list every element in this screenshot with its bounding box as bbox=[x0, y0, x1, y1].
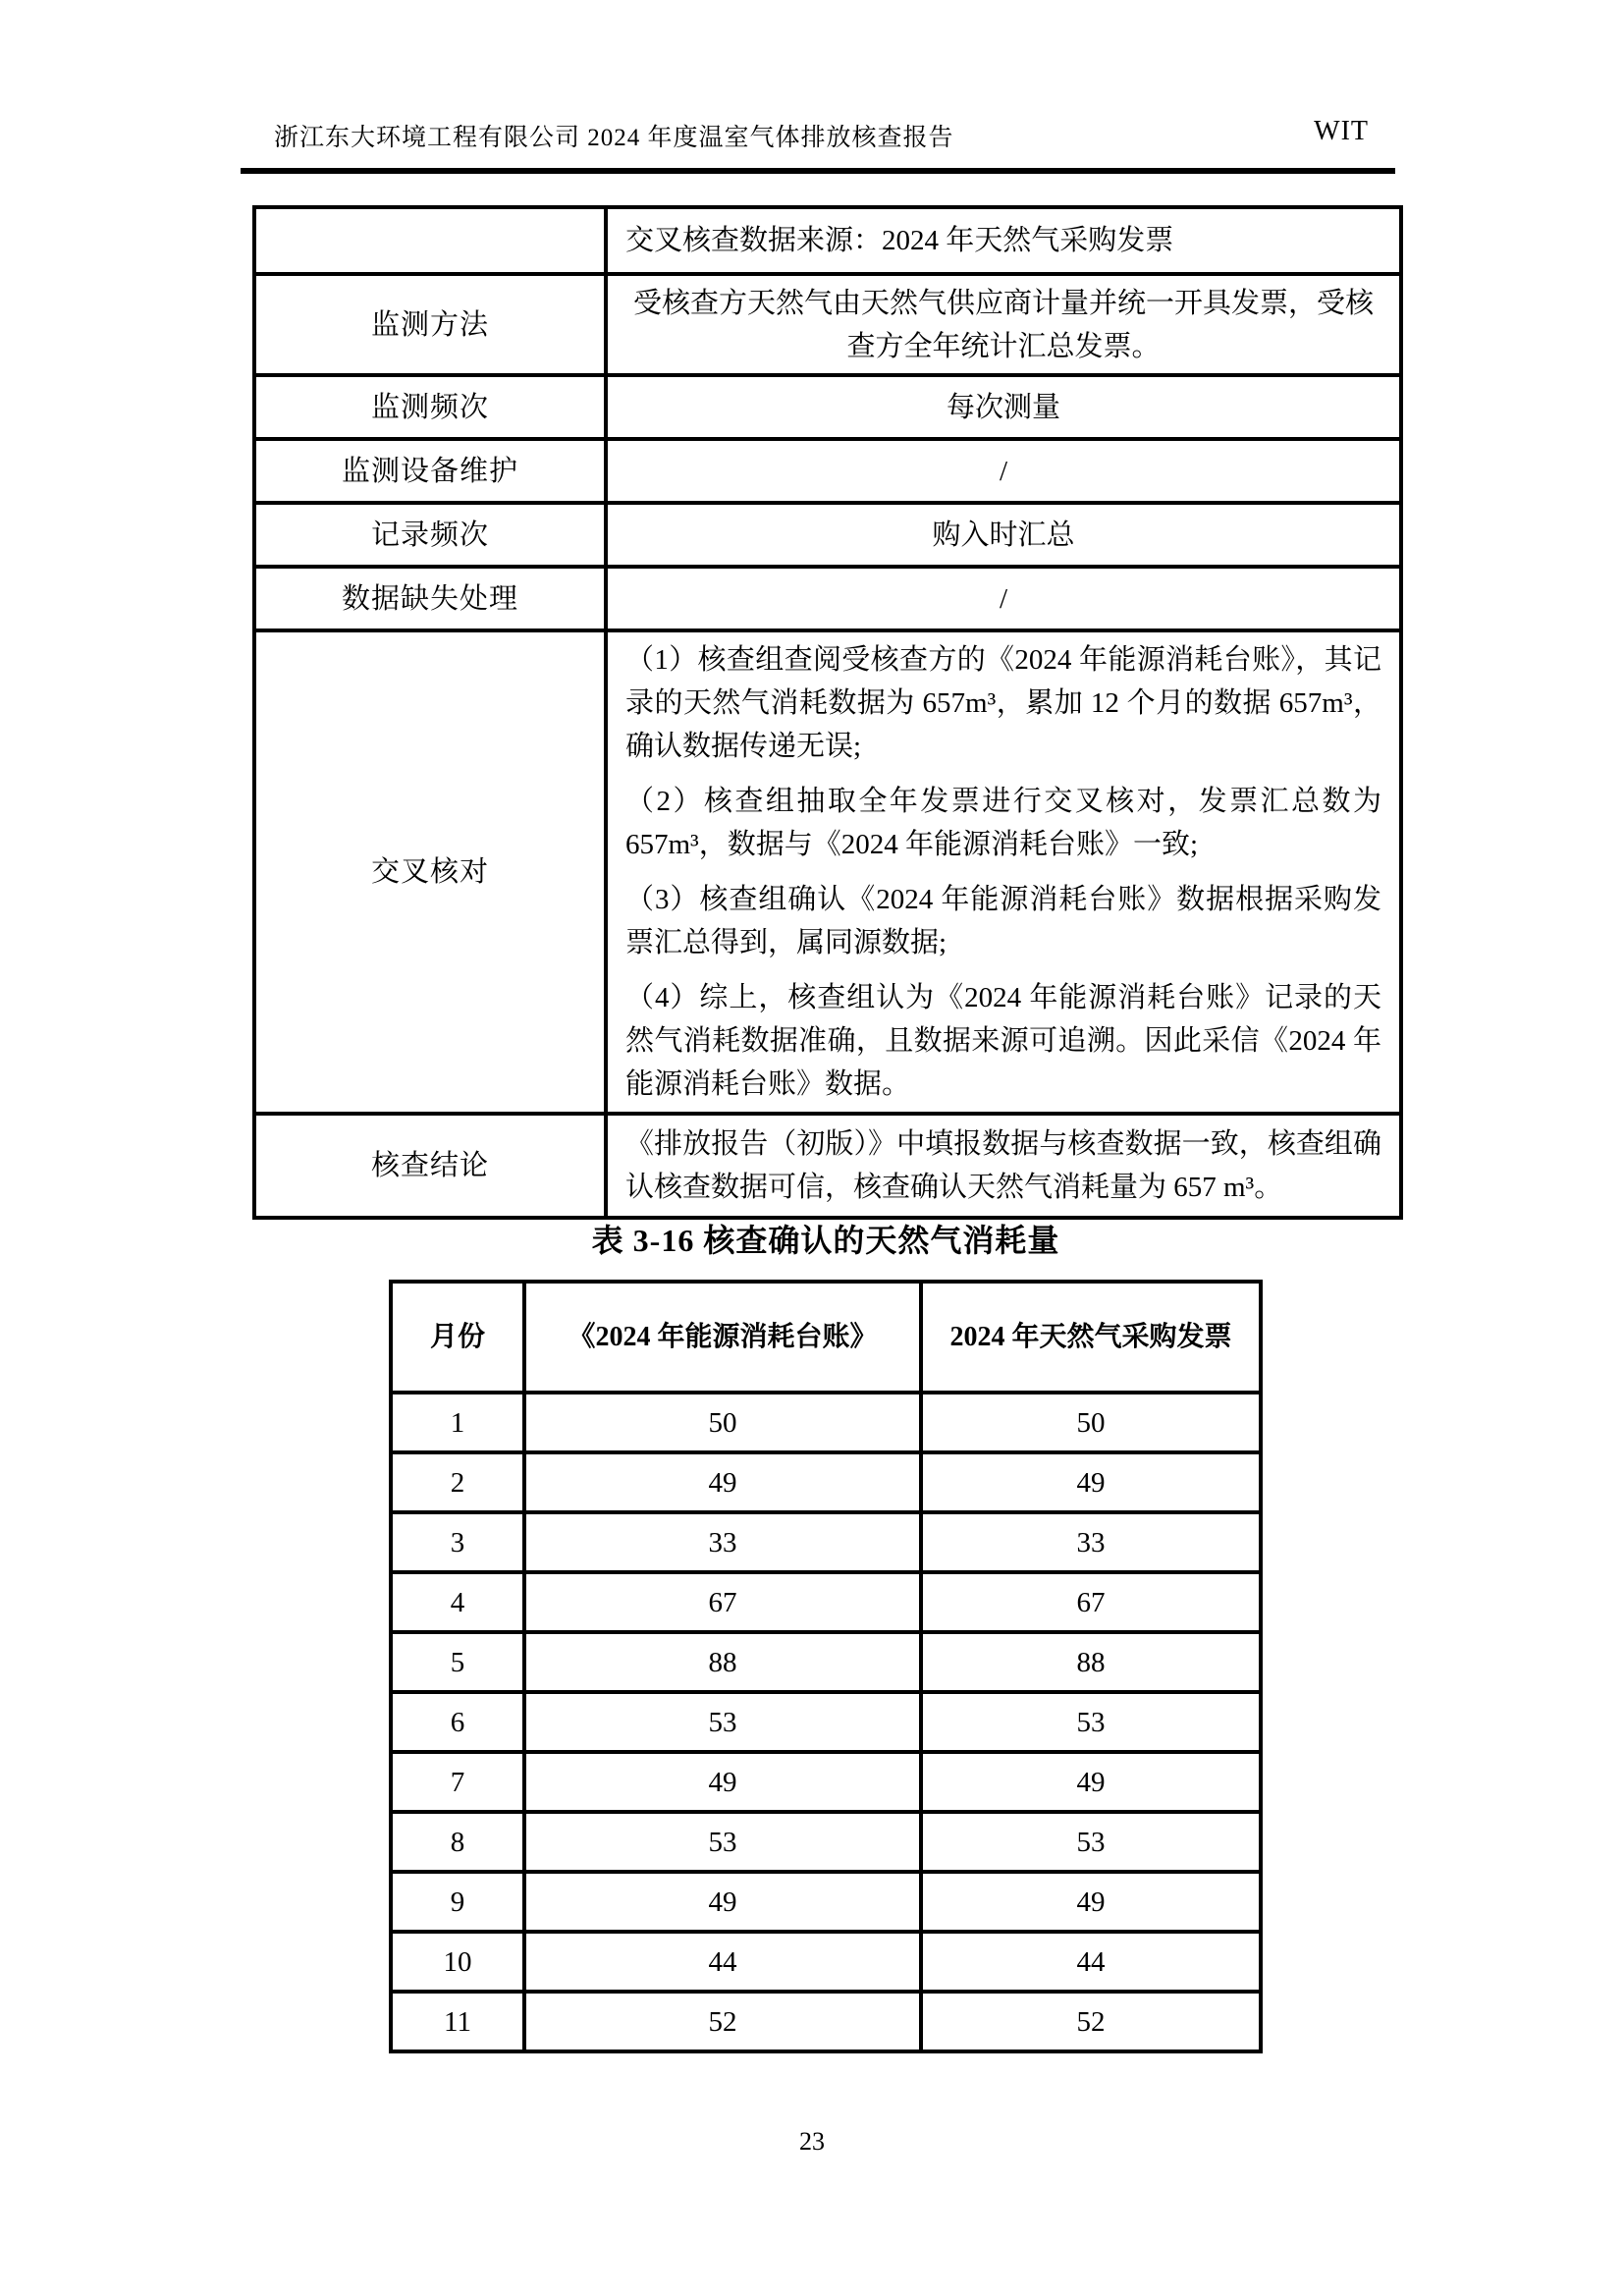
report-header-title: 浙江东大环境工程有限公司 2024 年度温室气体排放核查报告 bbox=[274, 125, 954, 151]
month-cell: 4 bbox=[391, 1572, 524, 1632]
cross-check-detail-cell bbox=[606, 630, 1401, 1114]
table-row bbox=[391, 1932, 1261, 1992]
header-logo-text: WIT bbox=[1314, 116, 1369, 146]
row-label-cell: 交叉核对 bbox=[254, 630, 606, 1114]
cross-check-item: （4）综上，核查组认为《2024 年能源消耗台账》记录的天然气消耗数据准确，且数据来源可追溯。因此采信《2024 年能源消耗台账》数据。 bbox=[625, 982, 1381, 1100]
month-cell: 10 bbox=[391, 1932, 524, 1992]
ledger-cell: 33 bbox=[524, 1512, 921, 1572]
table-header-row bbox=[391, 1282, 1261, 1393]
ledger-cell: 50 bbox=[524, 1393, 921, 1452]
table-row bbox=[391, 1992, 1261, 2051]
table-row bbox=[391, 1692, 1261, 1752]
month-cell: 5 bbox=[391, 1632, 524, 1692]
invoice-cell: 52 bbox=[921, 1992, 1261, 2051]
month-cell: 2 bbox=[391, 1452, 524, 1512]
month-cell: 8 bbox=[391, 1812, 524, 1872]
invoice-cell: 88 bbox=[921, 1632, 1261, 1692]
ledger-cell: 67 bbox=[524, 1572, 921, 1632]
row-label-cell: 监测方法 bbox=[254, 274, 606, 375]
month-cell: 7 bbox=[391, 1752, 524, 1812]
table-row bbox=[254, 439, 1401, 503]
header-divider bbox=[241, 168, 1395, 174]
gas-consumption-table bbox=[389, 1280, 1263, 2053]
invoice-cell: 33 bbox=[921, 1512, 1261, 1572]
table-3-16-title: 表 3-16 核查确认的天然气消耗量 bbox=[591, 1223, 1060, 1258]
invoice-cell: 53 bbox=[921, 1692, 1261, 1752]
ledger-cell: 53 bbox=[524, 1692, 921, 1752]
table-row bbox=[391, 1512, 1261, 1572]
ledger-cell: 88 bbox=[524, 1632, 921, 1692]
invoice-cell: 67 bbox=[921, 1572, 1261, 1632]
monitoring-table bbox=[252, 205, 1403, 1220]
invoice-cell: 49 bbox=[921, 1872, 1261, 1932]
table-row bbox=[391, 1812, 1261, 1872]
row-label-cell: 记录频次 bbox=[254, 503, 606, 567]
month-cell: 9 bbox=[391, 1872, 524, 1932]
row-label-cell: 监测设备维护 bbox=[254, 439, 606, 503]
row-label-cell: 数据缺失处理 bbox=[254, 567, 606, 630]
row-label-cell: 监测频次 bbox=[254, 375, 606, 439]
table-row bbox=[254, 567, 1401, 630]
table-row bbox=[391, 1393, 1261, 1452]
ledger-cell: 49 bbox=[524, 1752, 921, 1812]
verification-conclusion-cell: 《排放报告（初版）》中填报数据与核查数据一致，核查组确认核查数据可信，核查确认天然气消耗量为 657 m³。 bbox=[606, 1114, 1401, 1218]
monitoring-method-cell: 受核查方天然气由天然气供应商计量并统一开具发票，受核查方全年统计汇总发票。 bbox=[606, 274, 1401, 375]
invoice-cell: 53 bbox=[921, 1812, 1261, 1872]
cross-check-source-cell: 交叉核查数据来源：2024 年天然气采购发票 bbox=[606, 207, 1401, 274]
cross-check-item: （1）核查组查阅受核查方的《2024 年能源消耗台账》，其记录的天然气消耗数据为 657m³，累加 12 个月的数据 657m³，确认数据传递无误; bbox=[625, 644, 1381, 762]
month-cell: 3 bbox=[391, 1512, 524, 1572]
equipment-maintenance-cell: / bbox=[606, 439, 1401, 503]
ledger-cell: 49 bbox=[524, 1872, 921, 1932]
page-number: 23 bbox=[799, 2127, 825, 2156]
ledger-cell: 49 bbox=[524, 1452, 921, 1512]
column-header-invoice: 2024 年天然气采购发票 bbox=[921, 1282, 1261, 1393]
cross-check-item: （2）核查组抽取全年发票进行交叉核对，发票汇总数为 657m³，数据与《2024 年能源消耗台账》一致; bbox=[625, 786, 1381, 860]
invoice-cell: 50 bbox=[921, 1393, 1261, 1452]
row-label-cell: 核查结论 bbox=[254, 1114, 606, 1218]
month-cell: 11 bbox=[391, 1992, 524, 2051]
column-header-month: 月份 bbox=[391, 1282, 524, 1393]
invoice-cell: 44 bbox=[921, 1932, 1261, 1992]
month-cell: 6 bbox=[391, 1692, 524, 1752]
record-frequency-cell: 购入时汇总 bbox=[606, 503, 1401, 567]
invoice-cell: 49 bbox=[921, 1752, 1261, 1812]
ledger-cell: 52 bbox=[524, 1992, 921, 2051]
table-row bbox=[254, 375, 1401, 439]
table-row bbox=[254, 630, 1401, 1114]
table-row bbox=[254, 274, 1401, 375]
table-row bbox=[254, 1114, 1401, 1218]
row-label-cell bbox=[254, 207, 606, 274]
invoice-cell: 49 bbox=[921, 1452, 1261, 1512]
monitoring-frequency-cell: 每次测量 bbox=[606, 375, 1401, 439]
table-row bbox=[391, 1632, 1261, 1692]
ledger-cell: 53 bbox=[524, 1812, 921, 1872]
table-row bbox=[391, 1572, 1261, 1632]
table-row bbox=[391, 1752, 1261, 1812]
table-row bbox=[254, 503, 1401, 567]
table-row bbox=[391, 1872, 1261, 1932]
month-cell: 1 bbox=[391, 1393, 524, 1452]
table-row bbox=[391, 1452, 1261, 1512]
table-row bbox=[254, 207, 1401, 274]
ledger-cell: 44 bbox=[524, 1932, 921, 1992]
missing-data-cell: / bbox=[606, 567, 1401, 630]
cross-check-item: （3）核查组确认《2024 年能源消耗台账》数据根据采购发票汇总得到，属同源数据; bbox=[625, 884, 1381, 958]
column-header-ledger: 《2024 年能源消耗台账》 bbox=[524, 1282, 921, 1393]
